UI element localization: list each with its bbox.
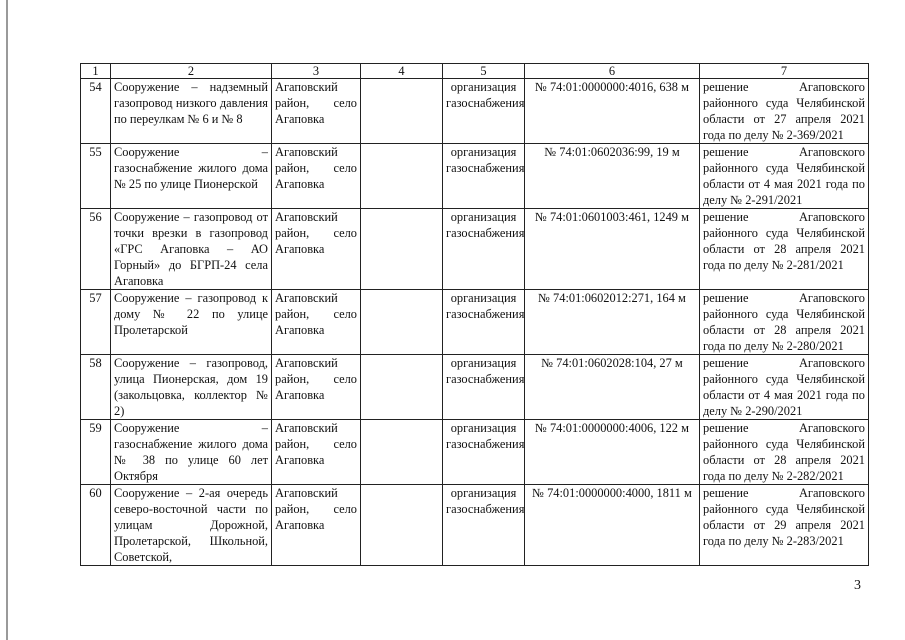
empty-cell [361, 79, 443, 144]
table-row [81, 420, 869, 485]
page-number: 3 [854, 578, 861, 593]
row-number: 56 [81, 209, 111, 290]
row-number: 59 [81, 420, 111, 485]
organization: организация газоснабжения [443, 485, 525, 566]
object-location: Агаповский район, село Агаповка [272, 355, 361, 420]
table-row [81, 79, 869, 144]
column-header: 5 [443, 64, 525, 79]
organization: организация газоснабжения [443, 420, 525, 485]
column-header: 1 [81, 64, 111, 79]
court-decision: решение Агаповского районного суда Челябинской области от 4 мая 2021 года по делу № 2-291/2021 [700, 144, 869, 209]
row-number: 57 [81, 290, 111, 355]
column-header: 2 [111, 64, 272, 79]
court-decision: решение Агаповского районного суда Челябинской области от 29 апреля 2021 года по делу № 2-283/2021 [700, 485, 869, 566]
row-number: 55 [81, 144, 111, 209]
court-decision: решение Агаповского районного суда Челябинской области от 28 апреля 2021 года по делу № 2-280/2021 [700, 290, 869, 355]
cadastral-number: № 74:01:0000000:4006, 122 м [525, 420, 700, 485]
organization: организация газоснабжения [443, 79, 525, 144]
empty-cell [361, 485, 443, 566]
object-location: Агаповский район, село Агаповка [272, 144, 361, 209]
object-name: Сооружение – газоснабжение жилого дома № 25 по улице Пионерской [111, 144, 272, 209]
property-register-table [80, 63, 869, 566]
court-decision: решение Агаповского районного суда Челябинской области от 28 апреля 2021 года по делу № 2-282/2021 [700, 420, 869, 485]
table-row [81, 355, 869, 420]
object-name: Сооружение – газопровод от точки врезки в газопровод «ГРС Агаповка – АО Горный» до БГРП-24 села Агаповка [111, 209, 272, 290]
table-row [81, 485, 869, 566]
organization: организация газоснабжения [443, 209, 525, 290]
row-number: 58 [81, 355, 111, 420]
court-decision: решение Агаповского районного суда Челябинской области от 27 апреля 2021 года по делу № 2-369/2021 [700, 79, 869, 144]
empty-cell [361, 290, 443, 355]
column-header: 3 [272, 64, 361, 79]
table-row [81, 290, 869, 355]
cadastral-number: № 74:01:0602012:271, 164 м [525, 290, 700, 355]
court-decision: решение Агаповского районного суда Челябинской области от 28 апреля 2021 года по делу № 2-281/2021 [700, 209, 869, 290]
object-location: Агаповский район, село Агаповка [272, 209, 361, 290]
table-header-row [81, 64, 869, 79]
column-header: 6 [525, 64, 700, 79]
cadastral-number: № 74:01:0602028:104, 27 м [525, 355, 700, 420]
organization: организация газоснабжения [443, 355, 525, 420]
cadastral-number: № 74:01:0000000:4000, 1811 м [525, 485, 700, 566]
object-location: Агаповский район, село Агаповка [272, 485, 361, 566]
object-location: Агаповский район, село Агаповка [272, 79, 361, 144]
row-number: 54 [81, 79, 111, 144]
object-name: Сооружение – газоснабжение жилого дома № 38 по улице 60 лет Октября [111, 420, 272, 485]
scan-edge-line [6, 0, 8, 640]
empty-cell [361, 420, 443, 485]
column-header: 7 [700, 64, 869, 79]
object-name: Сооружение – газопровод, улица Пионерская, дом 19 (закольцовка, коллектор № 2) [111, 355, 272, 420]
empty-cell [361, 209, 443, 290]
empty-cell [361, 355, 443, 420]
cadastral-number: № 74:01:0000000:4016, 638 м [525, 79, 700, 144]
table-row [81, 144, 869, 209]
object-location: Агаповский район, село Агаповка [272, 290, 361, 355]
cadastral-number: № 74:01:0601003:461, 1249 м [525, 209, 700, 290]
court-decision: решение Агаповского районного суда Челябинской области от 4 мая 2021 года по делу № 2-290/2021 [700, 355, 869, 420]
empty-cell [361, 144, 443, 209]
object-name: Сооружение – газопровод к дому № 22 по улице Пролетарской [111, 290, 272, 355]
organization: организация газоснабжения [443, 290, 525, 355]
row-number: 60 [81, 485, 111, 566]
table-row [81, 209, 869, 290]
object-location: Агаповский район, село Агаповка [272, 420, 361, 485]
object-name: Сооружение – надземный газопровод низкого давления по переулкам № 6 и № 8 [111, 79, 272, 144]
cadastral-number: № 74:01:0602036:99, 19 м [525, 144, 700, 209]
organization: организация газоснабжения [443, 144, 525, 209]
column-header: 4 [361, 64, 443, 79]
object-name: Сооружение – 2-ая очередь северо-восточной части по улицам Дорожной, Пролетарской, Школьной, Советской, [111, 485, 272, 566]
